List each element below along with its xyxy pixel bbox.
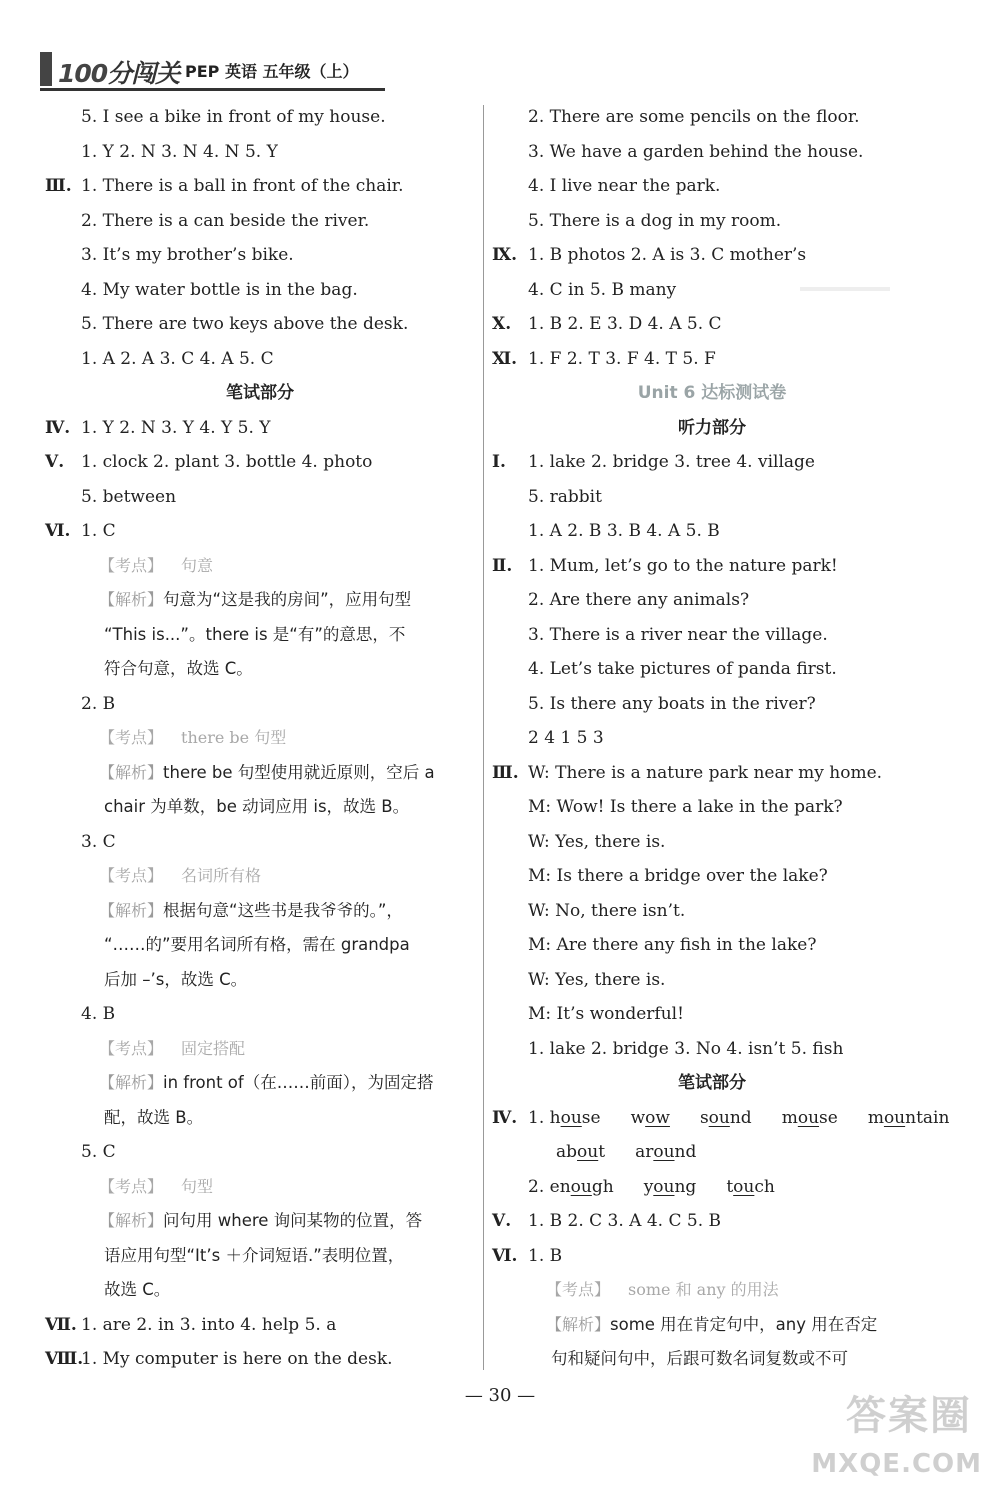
explanation-line: chair 为单数，be 动词应用 is，故选 B。 [104, 797, 410, 816]
logo-number: 100 [58, 59, 108, 88]
key-point-line [45, 549, 475, 584]
explanation-label: 【解析】 [99, 900, 164, 920]
answer-line: 5. Is there any boats in the river? [528, 693, 816, 714]
explanation-line: 后加 –’s，故选 C。 [104, 969, 248, 989]
answer-text: 1. C [81, 521, 116, 541]
underlined-letters: ou [560, 1107, 582, 1128]
section-heading: 笔试部分 [226, 383, 294, 403]
explanation-line [45, 894, 475, 929]
underlined-letters: ou [570, 1176, 592, 1197]
answer-text: 1. Y 2. N 3. Y 4. Y 5. Y [81, 417, 271, 438]
word-wow: wow [630, 1107, 670, 1128]
answer-line [45, 169, 475, 204]
answer-line [492, 307, 932, 342]
answer-text: 1. There is a ball in front of the chair. [81, 176, 404, 196]
unit-title: Unit 6 达标测试卷 [637, 383, 787, 403]
answer-line [492, 1239, 932, 1274]
answer-text: 1. B photos 2. A is 3. C mother’s [528, 245, 807, 265]
section-numeral: Ⅵ. [492, 1245, 518, 1266]
key-point-label: 【考点】 [99, 866, 164, 885]
underlined-letters: ou [653, 1176, 675, 1197]
answer-text: 1. B [528, 1245, 563, 1266]
underlined-letters: ou [733, 1176, 755, 1197]
logo-title: 分闯关 [107, 59, 180, 88]
key-point-line [45, 1032, 475, 1067]
answer-line [492, 549, 932, 584]
site-watermark [792, 1384, 982, 1479]
answer-line: 3. It’s my brother’s bike. [81, 245, 294, 265]
key-point-label: 【考点】 [99, 1176, 164, 1196]
explanation-line: 语应用句型“It’s ＋介词短语.”表明位置， [104, 1245, 405, 1265]
section-numeral: Ⅵ. [45, 521, 71, 541]
phonics-line [492, 1170, 932, 1205]
key-point-line [45, 1170, 475, 1205]
key-point-text: 固定搭配 [181, 1038, 246, 1058]
answer-text: 1. B 2. E 3. D 4. A 5. C [528, 314, 722, 334]
watermark-url: MXQE.COM [811, 1449, 982, 1479]
explanation-text: in front of（在……前面），为固定搭 [163, 1073, 434, 1092]
answer-text: 1. B 2. C 3. A 4. C 5. B [528, 1211, 722, 1231]
explanation-line: 符合句意，故选 C。 [104, 659, 253, 678]
answer-text: 1. Mum, let’s go to the nature park! [528, 555, 838, 576]
section-numeral: Ⅺ. [492, 348, 518, 369]
key-point-label: 【考点】 [99, 555, 164, 575]
answer-line [492, 1204, 932, 1239]
key-point-line [492, 1273, 932, 1308]
dialogue-line [492, 756, 932, 791]
explanation-line [45, 583, 475, 618]
explanation-line [492, 1308, 932, 1343]
left-column [45, 100, 475, 1377]
key-point-text: there be 句型 [181, 728, 287, 747]
answer-line: 4. Let’s take pictures of panda first. [528, 659, 837, 679]
word-young: young [643, 1176, 697, 1197]
answer-line: 5. C [81, 1142, 116, 1162]
answer-line: 2. B [81, 693, 116, 714]
section-heading: 笔试部分 [678, 1073, 746, 1093]
dialogue-line: M: Wow! Is there a lake in the park? [528, 797, 843, 817]
key-point-text: 名词所有格 [181, 866, 262, 885]
section-numeral: Ⅷ. [45, 1349, 84, 1369]
section-numeral: Ⅹ. [492, 314, 512, 334]
answer-line [492, 445, 932, 480]
underlined-letters: ou [797, 1107, 820, 1128]
answer-line: 1. A 2. B 3. B 4. A 5. B [528, 521, 720, 541]
word-around: around [635, 1142, 697, 1162]
phonics-line [492, 1135, 932, 1170]
dialogue-line: W: Yes, there is. [528, 969, 666, 990]
key-point-line [45, 859, 475, 894]
answer-line [492, 342, 932, 377]
item-number: 2. [528, 1176, 545, 1197]
book-subtitle: PEP 英语 五年级（上） [185, 62, 359, 81]
answer-line: 4. B [81, 1004, 116, 1024]
answer-line [492, 238, 932, 273]
key-point-text: 句型 [181, 1176, 214, 1196]
section-numeral: Ⅴ. [45, 452, 65, 472]
explanation-line: “……的”要用名词所有格，需在 grandpa [104, 935, 410, 954]
column-divider [483, 105, 484, 1370]
section-numeral: Ⅳ. [492, 1107, 518, 1128]
key-point-text: 句意 [181, 555, 214, 575]
section-numeral: Ⅶ. [45, 1314, 77, 1335]
key-point-label: 【考点】 [99, 728, 164, 747]
underlined-letters: ou [708, 1107, 730, 1128]
answer-line: 3. There is a river near the village. [528, 624, 828, 645]
answer-text: 1. My computer is here on the desk. [81, 1349, 393, 1369]
dialogue-line: M: It’s wonderful! [528, 1004, 684, 1024]
explanation-line [45, 1204, 475, 1239]
explanation-line: 故选 C。 [104, 1280, 171, 1299]
underlined-letters: ow [645, 1107, 670, 1128]
explanation-line [45, 756, 475, 791]
phonics-line [492, 1101, 950, 1136]
answer-text: 1. are 2. in 3. into 4. help 5. a [81, 1314, 337, 1335]
word-house: house [549, 1107, 601, 1128]
item-number: 1. [528, 1107, 545, 1128]
section-numeral: Ⅰ. [492, 452, 506, 472]
section-numeral: Ⅲ. [45, 176, 72, 196]
dialogue-line: M: Is there a bridge over the lake? [528, 866, 828, 886]
answer-text: 1. lake 2. bridge 3. tree 4. village [528, 452, 815, 472]
section-numeral: Ⅴ. [492, 1211, 512, 1231]
answer-line [45, 445, 475, 480]
answer-line: 5. There is a dog in my room. [528, 210, 782, 231]
explanation-line: 句和疑问句中，后跟可数名词复数或不可 [551, 1349, 848, 1368]
dialogue-text: W: There is a nature park near my home. [528, 762, 883, 783]
underlined-letters: ou [883, 1107, 906, 1128]
answer-line: 4. My water bottle is in the bag. [81, 279, 358, 300]
key-point-line [45, 721, 475, 756]
answer-line: 2. There is a can beside the river. [81, 210, 370, 231]
underlined-letters: ou [653, 1142, 675, 1162]
logo-bar [40, 52, 52, 86]
word-mouse: mouse [781, 1107, 838, 1128]
answer-text: 1. F 2. T 3. F 4. T 5. F [528, 348, 716, 369]
explanation-text: 问句用 where 询问某物的位置，答 [163, 1211, 423, 1230]
word-about: about [556, 1142, 606, 1162]
word-sound: sound [699, 1107, 752, 1128]
word-touch: touch [726, 1176, 775, 1197]
explanation-label: 【解析】 [99, 762, 164, 782]
explanation-line: “This is...”。there is 是“有”的意思，不 [104, 624, 406, 644]
answer-line: 2. Are there any animals? [528, 590, 750, 610]
explanation-text: there be 句型使用就近原则，空后 a [163, 762, 435, 782]
answer-line: 2 4 1 5 3 [528, 728, 604, 748]
answer-line: 5. between [81, 486, 177, 507]
section-numeral: Ⅸ. [492, 245, 518, 265]
watermark-logo: 答案圈 [846, 1393, 972, 1439]
answer-line: 3. We have a garden behind the house. [528, 141, 864, 162]
answer-line [45, 1308, 475, 1343]
dialogue-line: W: No, there isn’t. [528, 900, 686, 921]
answer-line: 3. C [81, 831, 116, 852]
key-point-text: some 和 any 的用法 [628, 1280, 779, 1299]
explanation-label: 【解析】 [99, 590, 164, 609]
dialogue-line: W: Yes, there is. [528, 831, 666, 852]
word-enough: enough [549, 1176, 614, 1197]
page-number: — 30 — [464, 1385, 536, 1406]
answer-line [45, 1342, 475, 1377]
explanation-line: 配，故选 B。 [104, 1107, 204, 1127]
underlined-letters: ou [577, 1142, 599, 1162]
explanation-line [45, 1066, 475, 1101]
section-numeral: Ⅱ. [492, 555, 513, 576]
answer-line [45, 514, 475, 549]
page-header [40, 50, 385, 90]
explanation-label: 【解析】 [546, 1314, 611, 1334]
right-column [492, 100, 950, 1377]
explanation-label: 【解析】 [99, 1073, 164, 1092]
explanation-label: 【解析】 [99, 1211, 164, 1230]
key-point-label: 【考点】 [546, 1280, 611, 1299]
answer-line: 5. I see a bike in front of my house. [81, 107, 386, 127]
header-rule [40, 88, 385, 91]
answer-line: 4. C in 5. B many [528, 279, 677, 300]
section-numeral: Ⅲ. [492, 762, 519, 783]
answer-line: 2. There are some pencils on the floor. [528, 107, 860, 127]
answer-line: 4. I live near the park. [528, 176, 721, 196]
word-mountain: mountain [867, 1107, 950, 1128]
series-logo [40, 50, 180, 88]
answer-text: 1. clock 2. plant 3. bottle 4. photo [81, 452, 373, 472]
section-heading: 听力部分 [678, 417, 746, 438]
answer-line: 1. A 2. A 3. C 4. A 5. C [81, 348, 274, 369]
section-numeral: Ⅳ. [45, 417, 71, 438]
answer-line: 1. lake 2. bridge 3. No 4. isn’t 5. fish [528, 1038, 844, 1059]
dialogue-line: M: Are there any fish in the lake? [528, 935, 817, 955]
answer-line: 1. Y 2. N 3. N 4. N 5. Y [81, 141, 278, 162]
answer-line [45, 411, 475, 446]
key-point-label: 【考点】 [99, 1038, 164, 1058]
explanation-text: some 用在肯定句中，any 用在否定 [610, 1314, 878, 1334]
answer-line: 5. rabbit [528, 486, 602, 507]
answer-line: 5. There are two keys above the desk. [81, 314, 409, 334]
explanation-text: 根据句意“这些书是我爷爷的。”， [163, 900, 403, 920]
explanation-text: 句意为“这是我的房间”，应用句型 [163, 590, 412, 609]
